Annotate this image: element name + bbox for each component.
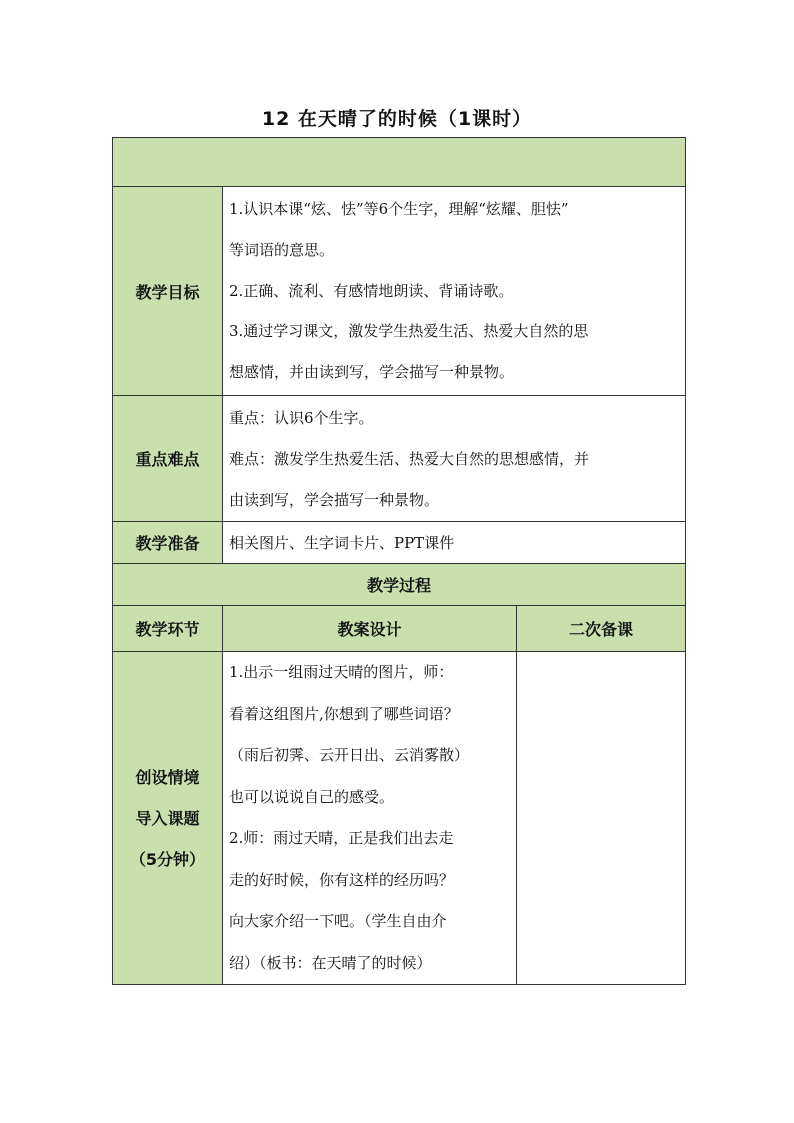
step1-row [113, 652, 686, 985]
column-header-revision: 二次备课 [517, 606, 686, 652]
step1-line: 1.出示一组雨过天晴的图片，师： [229, 663, 454, 681]
key-points-row [113, 396, 686, 522]
key-points-content [223, 396, 686, 522]
step1-label-line: 导入课题 [135, 808, 200, 828]
column-header-row [113, 606, 686, 652]
preparation-content: 相关图片、生字词卡片、PPT课件 [223, 522, 686, 564]
step1-notes [517, 652, 686, 985]
step1-line: 也可以说说自己的感受。 [229, 787, 395, 806]
step1-label [113, 652, 223, 985]
key-points-line: 重点：认识6个生字。 [229, 409, 374, 427]
step1-label-line: 创设情境 [135, 767, 200, 787]
column-header-stage: 教学环节 [113, 606, 223, 652]
objectives-line: 3.通过学习课文，激发学生热爱生活、热爱大自然的思 [229, 322, 589, 341]
step1-line: 走的好时候，你有这样的经历吗？ [229, 870, 455, 889]
step1-line: 向大家介绍一下吧。（学生自由介 [229, 912, 447, 930]
process-header-row [113, 564, 686, 606]
blank-header-row [113, 138, 686, 187]
key-points-label: 重点难点 [113, 396, 223, 522]
objectives-line: 想感情，并由读到写，学会描写一种景物。 [229, 363, 515, 382]
objectives-line: 2.正确、流利、有感情地朗读、背诵诗歌。 [229, 281, 514, 300]
objectives-content [223, 187, 686, 396]
column-header-design: 教案设计 [223, 606, 517, 652]
preparation-row [113, 522, 686, 564]
step1-line: 绍）（板书：在天晴了的时候） [229, 953, 432, 972]
key-points-line: 难点：激发学生热爱生活、热爱大自然的思想感情，并 [229, 449, 590, 468]
step1-label-line: （5分钟） [129, 849, 206, 869]
step1-line: 2.师：雨过天晴，正是我们出去走 [229, 829, 454, 847]
lesson-plan-table [112, 137, 686, 985]
step1-line: （雨后初霁、云开日出、云消雾散） [229, 746, 470, 764]
objectives-line: 1.认识本课“炫、怯”等6个生字，理解“炫耀、胆怯” [229, 200, 569, 218]
key-points-line: 由读到写，学会描写一种景物。 [229, 490, 440, 509]
process-header: 教学过程 [113, 564, 686, 606]
step1-line: 看着这组图片,你想到了哪些词语？ [229, 704, 459, 723]
objectives-line: 等词语的意思。 [229, 240, 335, 259]
preparation-label: 教学准备 [113, 522, 223, 564]
step1-content [223, 652, 517, 985]
objectives-label: 教学目标 [113, 187, 223, 396]
blank-header-cell [113, 138, 686, 187]
document-title: 12 在天晴了的时候（1课时） [261, 108, 533, 130]
objectives-row [113, 187, 686, 396]
